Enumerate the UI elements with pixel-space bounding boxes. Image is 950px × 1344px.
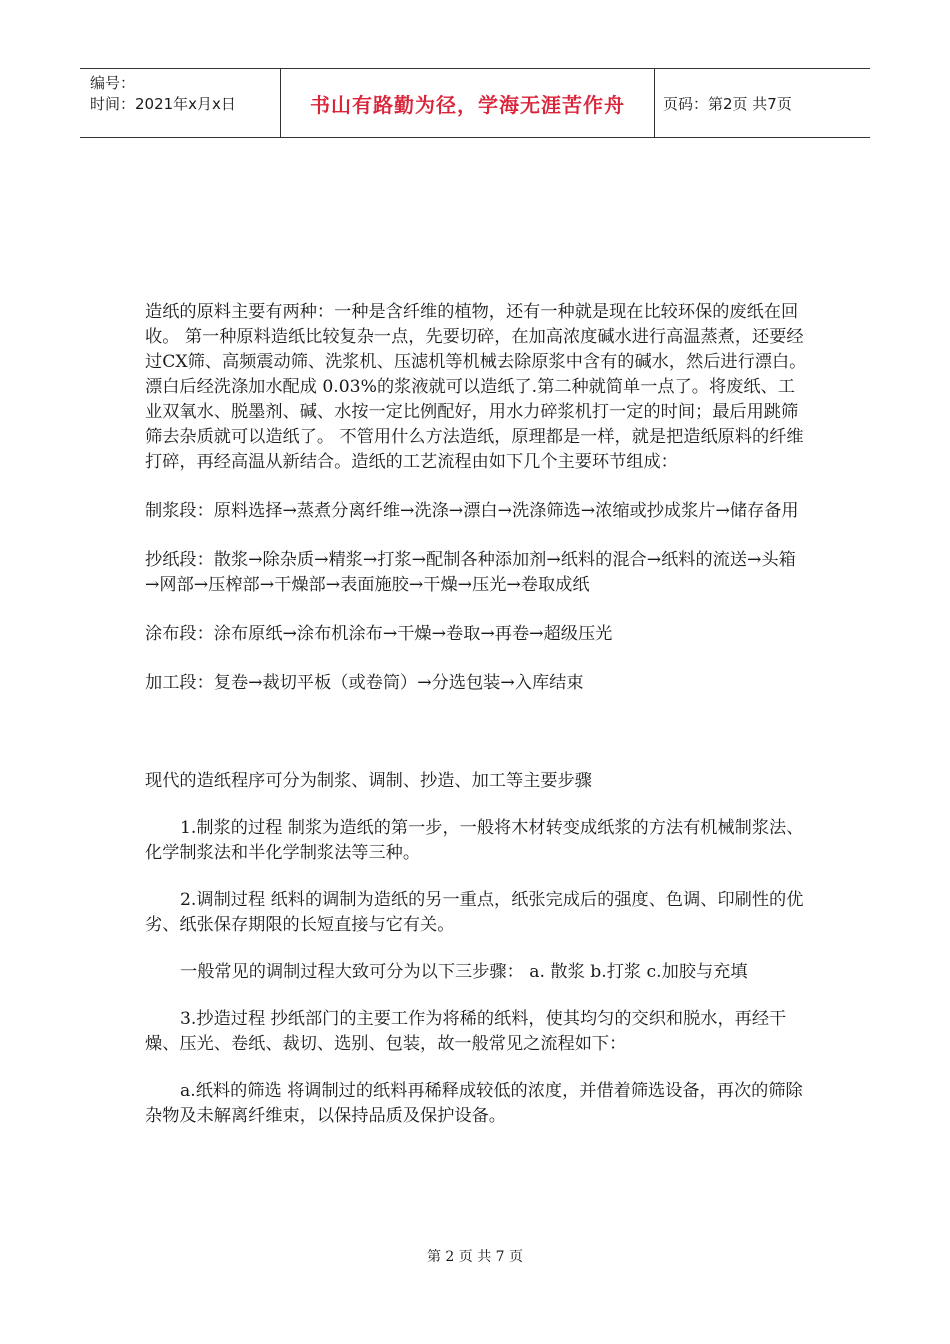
paragraph-step3a: a.纸料的筛选 将调制过的纸料再稀释成较低的浓度，并借着筛选设备，再次的筛除杂物及未解离纤维束，以保持品质及保护设备。 (145, 1081, 803, 1126)
header-motto-cell (281, 69, 655, 137)
paragraph-coating-stage: 涂布段：涂布原纸→涂布机涂布→干燥→卷取→再卷→超级压光 (145, 624, 613, 644)
document-number-label: 编号： (90, 74, 136, 92)
page-footer: 第 2 页 共 7 页 (426, 1249, 524, 1265)
header-motto: 书山有路勤为径，学海无涯苦作舟 (310, 92, 625, 117)
paragraph-modern-intro: 现代的造纸程序可分为制浆、调制、抄造、加工等主要步骤 (145, 771, 592, 791)
paragraph-pulping-stage: 制浆段：原料选择→蒸煮分离纤维→洗涤→漂白→洗涤筛选→浓缩或抄成浆片→储存备用 (145, 501, 799, 521)
header-page-cell (655, 69, 870, 137)
paragraph-processing-stage: 加工段：复卷→裁切平板（或卷筒）→分选包装→入库结束 (145, 673, 584, 693)
paragraph-step2: 2.调制过程 纸料的调制为造纸的另一重点，纸张完成后的强度、色调、印刷性的优劣、纸张保存期限的长短直接与它有关。 (145, 890, 804, 935)
header-meta (80, 69, 281, 137)
header-page-info: 页码：第2页 共7页 (663, 94, 792, 113)
document-date-label: 时间：2021年x月x日 (90, 95, 236, 113)
paragraph-intro: 造纸的原料主要有两种：一种是含纤维的植物，还有一种就是现在比较环保的废纸在回收。 第一种原料造纸比较复杂一点，先要切碎，在加高浓度碱水进行高温蒸煮，还要经过CX筛、高频震动筛、洗浆机、压滤机等机械去除原浆中含有的碱水，然后进行漂白。漂白后经洗涤加水配成 0.03%的浆液就可以造纸了.第二种就简单一点了。将废纸、工业双氧水、脱墨剂、碱、水按一定比例配好，用水力碎浆机打一定的时间；最后用跳筛筛去杂质就可以造纸了。 不管用什么方法造纸，原理都是一样，就是把造纸原料的纤维打碎，再经高温从新结合。造纸的工艺流程由如下几个主要环节组成： (145, 302, 807, 472)
paragraph-step1: 1.制浆的过程 制浆为造纸的第一步，一般将木材转变成纸浆的方法有机械制浆法、化学制浆法和半化学制浆法等三种。 (145, 818, 804, 863)
page-header (80, 68, 870, 138)
paragraph-step2-detail: 一般常见的调制过程大致可分为以下三步骤： a. 散浆 b.打浆 c.加胶与充填 (180, 962, 748, 982)
paragraph-papermaking-stage: 抄纸段：散浆→除杂质→精浆→打浆→配制各种添加剂→纸料的混合→纸料的流送→头箱→网部→压榨部→干燥部→表面施胶→干燥→压光→卷取成纸 (145, 550, 796, 595)
paragraph-step3: 3.抄造过程 抄纸部门的主要工作为将稀的纸料，使其均匀的交织和脱水，再经干燥、压光、卷纸、裁切、选别、包装，故一般常见之流程如下： (145, 1009, 787, 1054)
document-body (145, 300, 810, 1129)
